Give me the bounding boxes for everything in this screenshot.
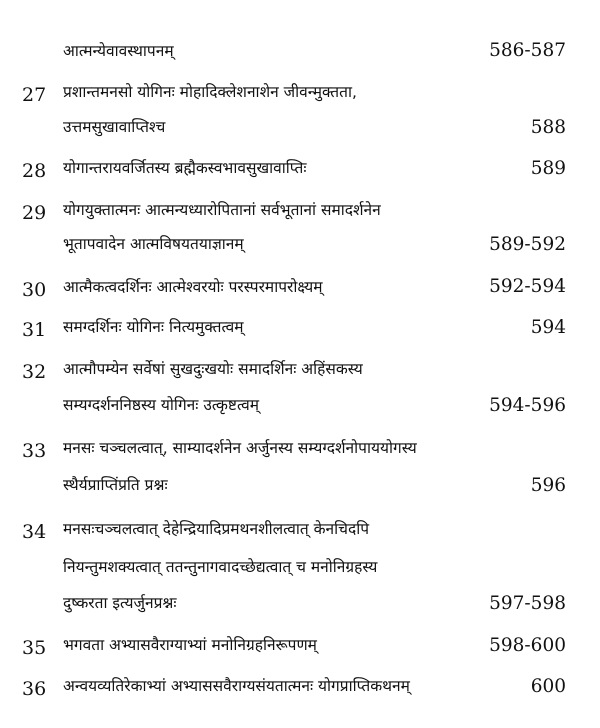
entry-pages: 600: [530, 676, 566, 697]
entry-title-line: उत्तमसुखावाप्तिश्च: [63, 118, 166, 136]
entry-title-line: योगान्तरायवर्जितस्य ब्रह्मैकस्वभावसुखावाप्तिः: [63, 159, 307, 177]
entry-title-line: दुष्करता इत्यर्जुनप्रश्नः: [63, 594, 177, 612]
entry-number: 36: [22, 678, 47, 700]
entry-number: 30: [22, 279, 47, 301]
entry-pages: 596: [530, 475, 566, 496]
entry-number: 29: [22, 202, 47, 224]
entry-pages: 589-592: [489, 234, 566, 255]
entry-title-line: मनसः चञ्चलत्वात्, साम्यादर्शनेन अर्जुनस्य सम्यग्दर्शनोपाययोगस्य: [63, 439, 417, 457]
entry-pages: 594: [530, 317, 566, 338]
entry-number: 31: [22, 319, 47, 341]
entry-number: 33: [22, 440, 47, 462]
entry-title-line: प्रशान्तमनसो योगिनः मोहादिक्लेशनाशेन जीवन्मुक्तता,: [63, 83, 357, 101]
entry-title-line: सम्यग्दर्शननिष्ठस्य योगिनः उत्कृष्टत्वम्: [63, 396, 259, 414]
entry-title-line: नियन्तुमशक्यत्वात् ततन्तुनागवादच्छेद्यत्वात् च मनोनिग्रहस्य: [63, 558, 378, 576]
entry-number: 28: [22, 160, 47, 182]
entry-title-line: मनसःचञ्चलत्वात् देहेन्द्रियादिप्रमथनशीलत्वात् केनचिदपि: [63, 520, 370, 538]
entry-pages: 598-600: [489, 635, 566, 656]
entry-title-line: आत्मन्येवावस्थापनम्: [63, 42, 174, 60]
entry-title-line: योगयुक्तात्मनः आत्मन्यध्यारोपितानां सर्वभूतानां समादर्शनेन: [63, 201, 381, 219]
entry-number: 34: [22, 521, 47, 543]
entry-number: 27: [22, 84, 47, 106]
entry-title-line: समग्दर्शिनः योगिनः नित्यमुक्तत्वम्: [63, 318, 244, 336]
entry-title-line: भूतापवादेन आत्मविषयतयाज्ञानम्: [63, 235, 244, 253]
entry-pages: 597-598: [489, 593, 566, 614]
entry-number: 32: [22, 361, 47, 383]
entry-title-line: आत्मौपम्येन सर्वेषां सुखदुःखयोः समादर्शिनः अहिंसकस्य: [63, 360, 363, 378]
entry-pages: 588: [530, 117, 566, 138]
entry-number: 35: [22, 637, 47, 659]
entry-pages: 594-596: [489, 395, 566, 416]
entry-title-line: अन्वयव्यतिरेकाभ्यां अभ्याससवैराग्यसंयतात्मनः योगप्राप्तिकथनम्: [63, 677, 410, 695]
entry-title-line: आत्मैकत्वदर्शिनः आत्मेश्वरयोः परस्परमापरोक्ष्यम्: [63, 278, 323, 296]
entry-title-line: स्थैर्यप्राप्तिंप्रति प्रश्नः: [63, 476, 168, 494]
entry-pages: 586-587: [489, 40, 566, 61]
entry-pages: 589: [530, 158, 566, 179]
entry-title-line: भगवता अभ्यासवैराग्याभ्यां मनोनिग्रहनिरूपणम्: [63, 636, 317, 654]
entry-pages: 592-594: [489, 276, 566, 297]
